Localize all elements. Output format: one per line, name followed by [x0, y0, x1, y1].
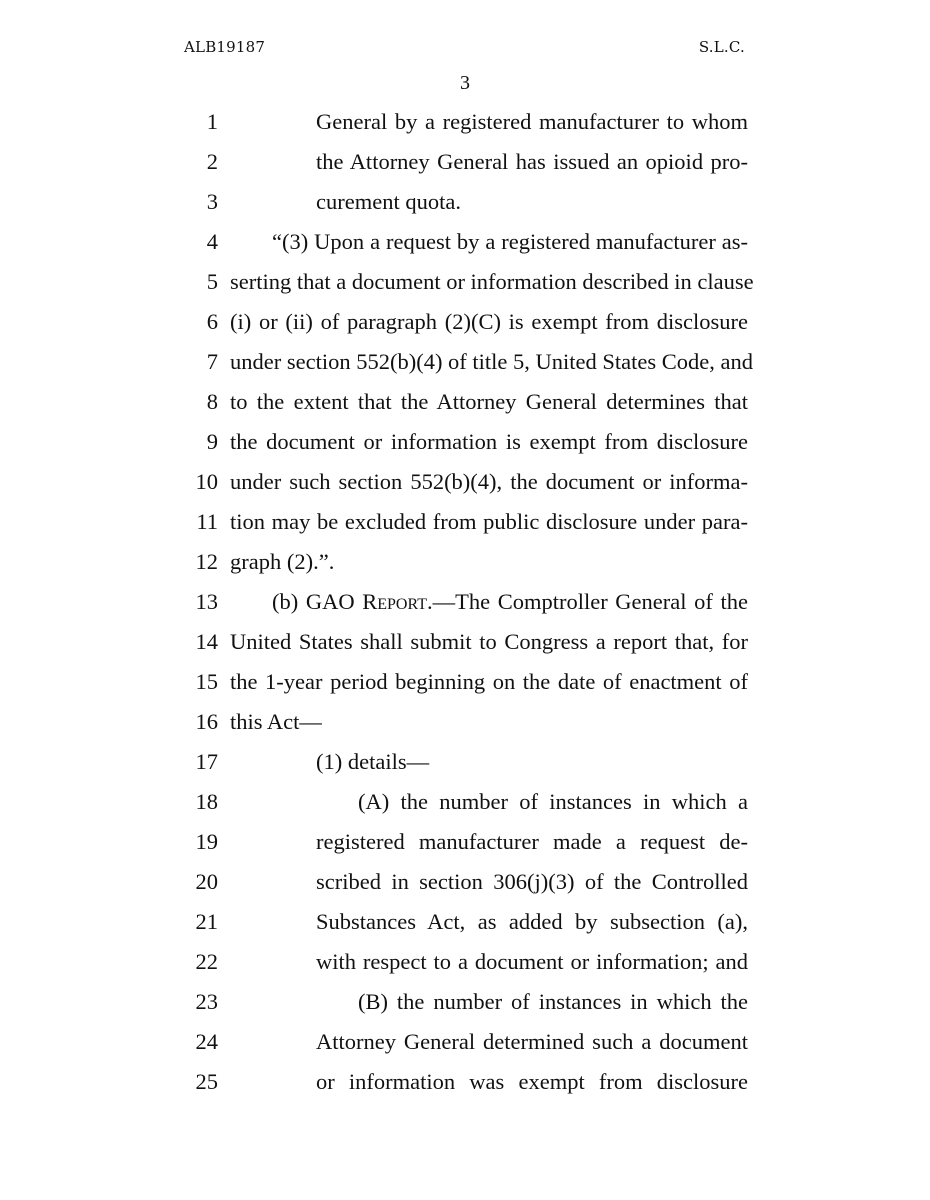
- line-number: 18: [195, 789, 218, 814]
- line-text: tion may be excluded from public disclosure under para-: [230, 509, 748, 534]
- line-text: curement quota.: [316, 189, 461, 214]
- line-23: [0, 982, 930, 1022]
- line-number: 8: [206, 389, 218, 414]
- line-text: the 1-year period beginning on the date of enactment of: [230, 669, 748, 694]
- line-number: 19: [195, 829, 218, 854]
- line-text: or information was exempt from disclosure: [316, 1069, 748, 1094]
- line-17: [0, 742, 930, 782]
- line-number: 12: [195, 549, 218, 574]
- line-text: to the extent that the Attorney General determines that: [230, 389, 748, 414]
- line-2: [0, 142, 930, 182]
- slc-label: S.L.C.: [698, 38, 745, 56]
- line-text: scribed in section 306(j)(3) of the Controlled: [316, 869, 748, 894]
- line-9: [0, 422, 930, 462]
- line-text: [272, 582, 748, 622]
- line-25: [0, 1062, 930, 1102]
- line-8: [0, 382, 930, 422]
- line-number: 15: [195, 669, 218, 694]
- line-text: serting that a document or information described in clause: [230, 269, 754, 294]
- line-number: 22: [195, 949, 218, 974]
- page-number: 3: [460, 72, 470, 94]
- line-number: 13: [195, 589, 218, 614]
- line-number: 1: [206, 109, 218, 134]
- line-text: this Act—: [230, 709, 322, 734]
- line-10: [0, 462, 930, 502]
- line-5: [0, 262, 930, 302]
- line-number: 23: [195, 989, 218, 1014]
- line-text: Substances Act, as added by subsection (a),: [316, 909, 748, 934]
- line-text: registered manufacturer made a request de-: [316, 829, 748, 854]
- subsection-prefix: (b): [272, 589, 306, 614]
- subsection-heading: GAO Report.: [305, 589, 433, 614]
- document-id: ALB19187: [184, 38, 266, 56]
- line-number: 3: [206, 189, 218, 214]
- line-14: [0, 622, 930, 662]
- line-text: graph (2).”.: [230, 549, 335, 574]
- line-1: [0, 102, 930, 142]
- subsection-text: —The Comptroller General of the: [432, 589, 748, 614]
- line-number: 14: [195, 629, 218, 654]
- line-number: 11: [196, 509, 218, 534]
- line-18: [0, 782, 930, 822]
- line-13: [0, 582, 930, 622]
- line-text: (1) details—: [316, 749, 430, 774]
- line-number: 16: [195, 709, 218, 734]
- line-number: 21: [195, 909, 218, 934]
- line-number: 4: [206, 229, 218, 254]
- line-text: the Attorney General has issued an opioid pro-: [316, 149, 748, 174]
- line-text: (i) or (ii) of paragraph (2)(C) is exempt from disclosure: [230, 309, 748, 334]
- line-number: 20: [195, 869, 218, 894]
- line-text: (A) the number of instances in which a: [358, 789, 748, 814]
- line-text: the document or information is exempt from disclosure: [230, 429, 748, 454]
- line-number: 9: [206, 429, 218, 454]
- line-12: [0, 542, 930, 582]
- line-text: under such section 552(b)(4), the document or informa-: [230, 469, 748, 494]
- line-19: [0, 822, 930, 862]
- line-6: [0, 302, 930, 342]
- line-text: under section 552(b)(4) of title 5, United States Code, and: [230, 349, 754, 374]
- line-text: “(3) Upon a request by a registered manufacturer as-: [272, 229, 748, 254]
- line-number: 6: [206, 309, 218, 334]
- line-11: [0, 502, 930, 542]
- line-4: [0, 222, 930, 262]
- line-15: [0, 662, 930, 702]
- line-text: with respect to a document or information; and: [316, 949, 748, 974]
- line-16: [0, 702, 930, 742]
- line-number: 25: [195, 1069, 218, 1094]
- line-text: United States shall submit to Congress a report that, for: [230, 629, 748, 654]
- line-number: 24: [195, 1029, 218, 1054]
- line-7: [0, 342, 930, 382]
- line-text: (B) the number of instances in which the: [358, 989, 748, 1014]
- line-number: 17: [195, 749, 218, 774]
- line-number: 10: [195, 469, 218, 494]
- line-number: 5: [206, 269, 218, 294]
- line-22: [0, 942, 930, 982]
- line-21: [0, 902, 930, 942]
- line-20: [0, 862, 930, 902]
- line-24: [0, 1022, 930, 1062]
- line-text: Attorney General determined such a document: [316, 1029, 748, 1054]
- line-number: 2: [206, 149, 218, 174]
- line-text: General by a registered manufacturer to whom: [316, 109, 748, 134]
- line-number: 7: [206, 349, 218, 374]
- line-3: [0, 182, 930, 222]
